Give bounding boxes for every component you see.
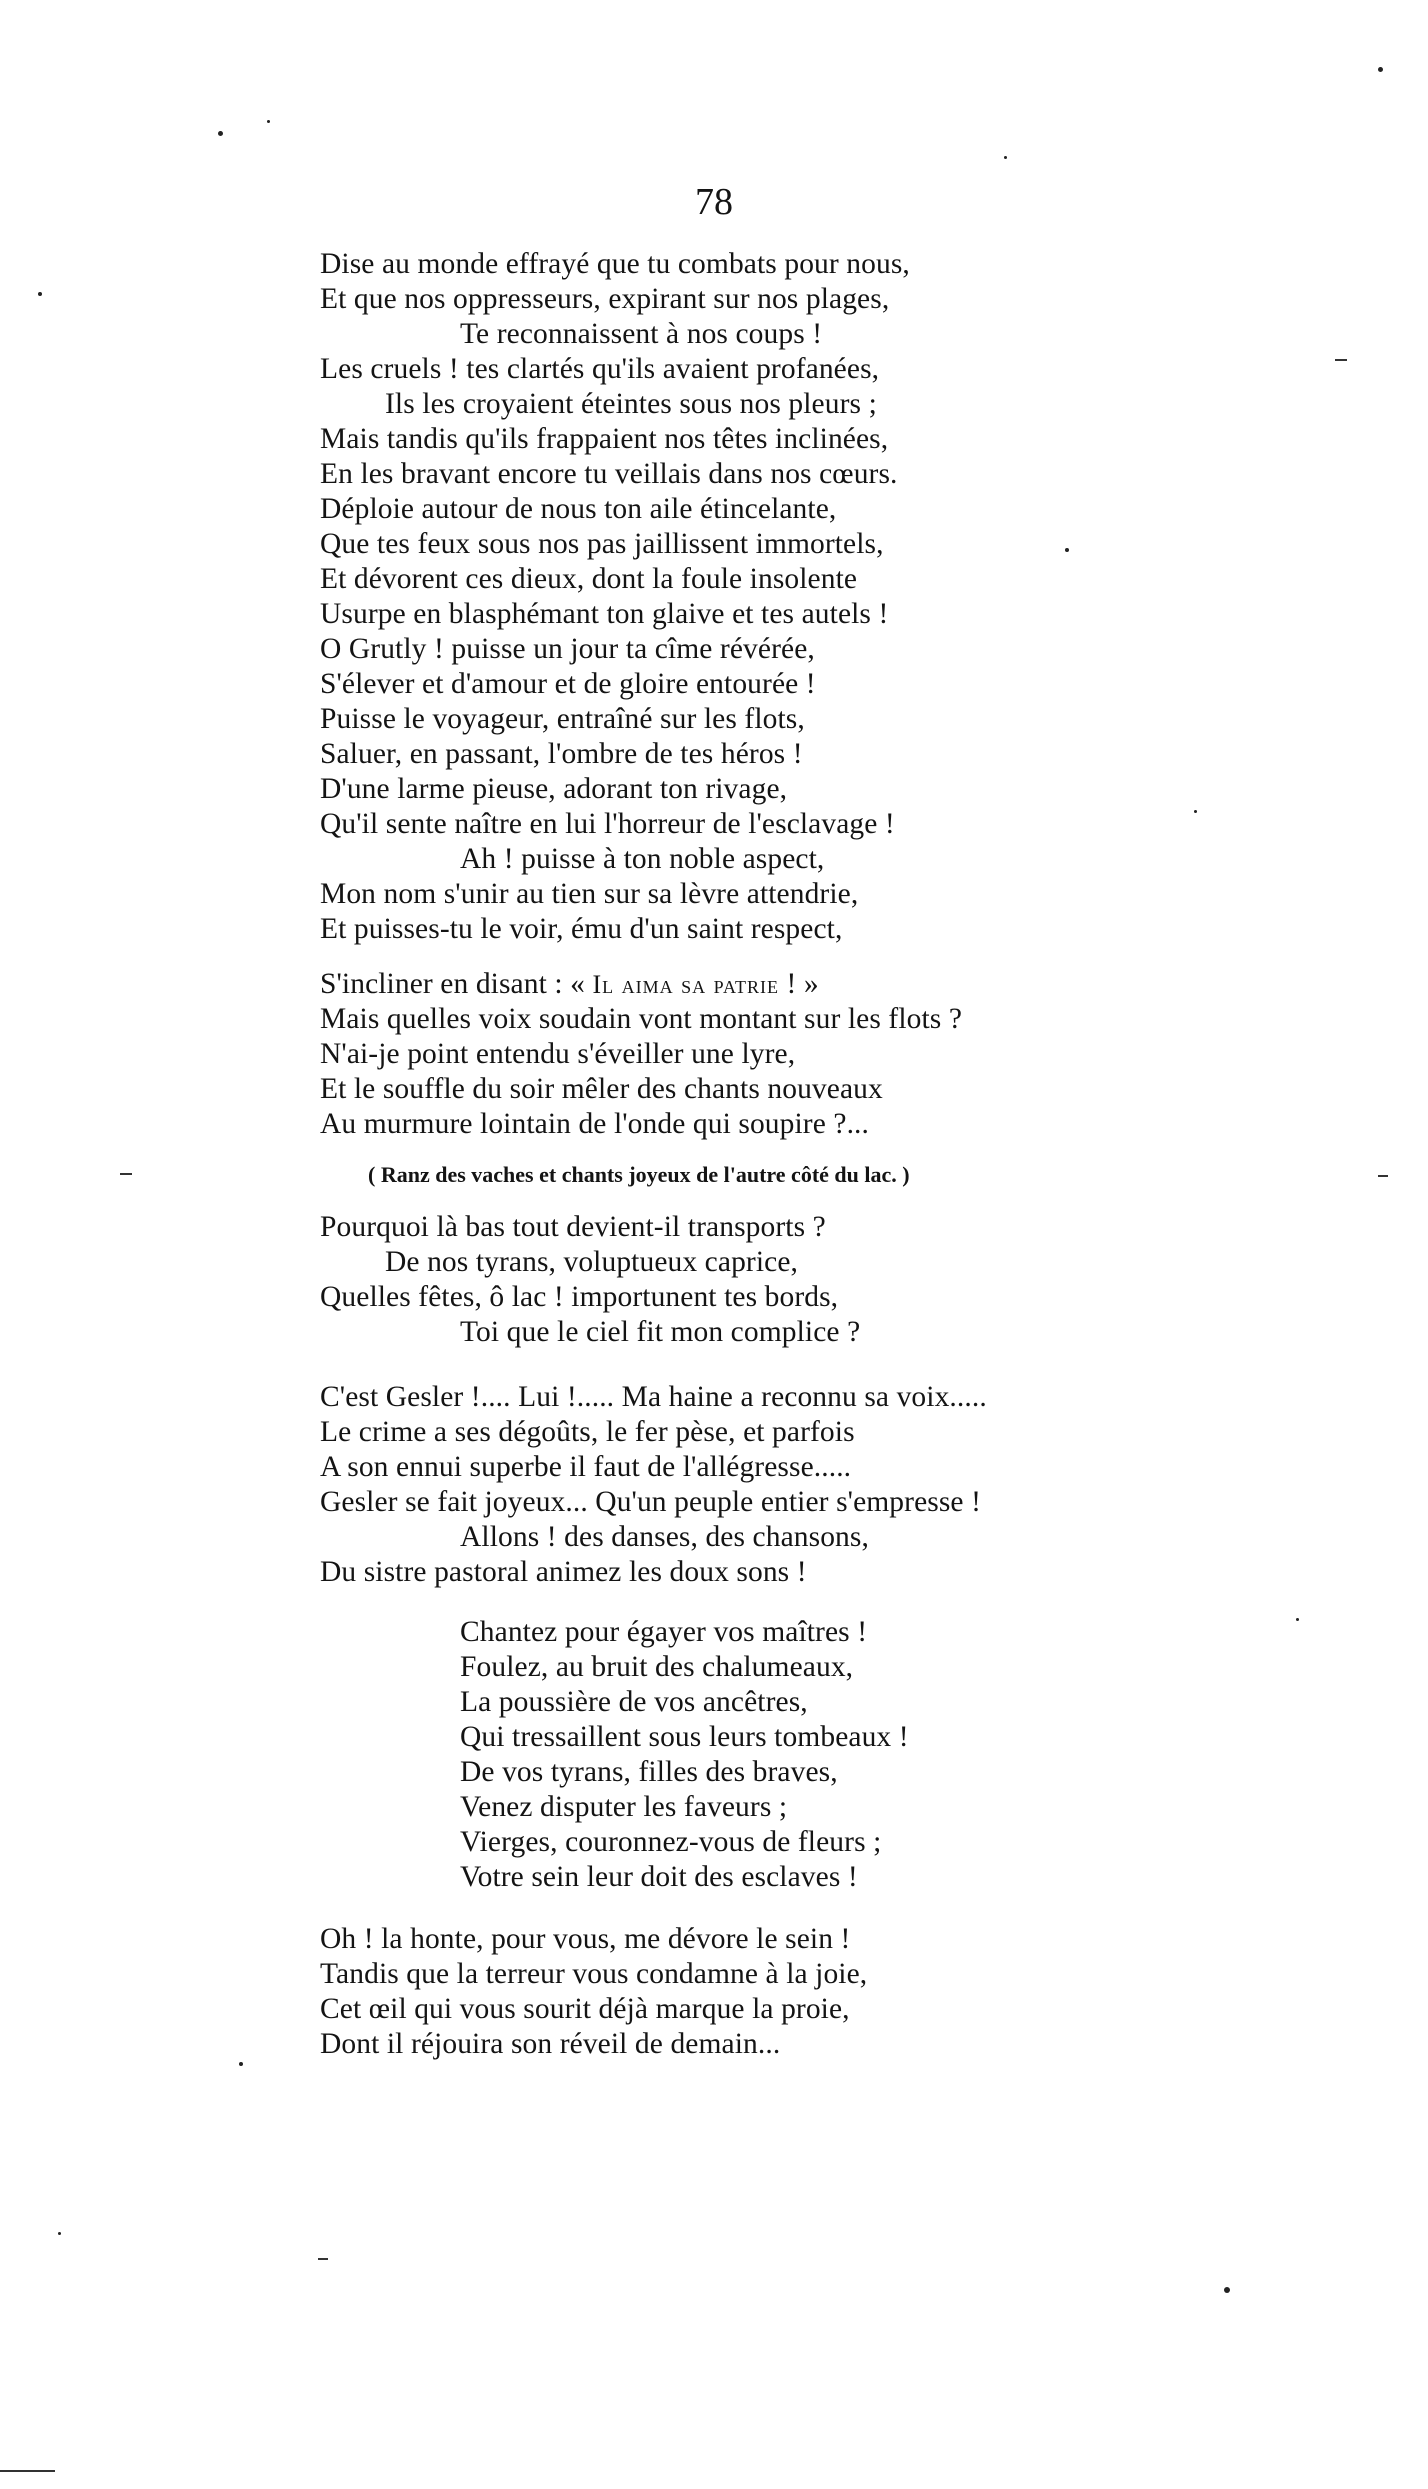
verse-line: Gesler se fait joyeux... Qu'un peuple entier s'empresse !	[320, 1486, 982, 1518]
scan-speck	[1296, 1618, 1299, 1621]
verse-line	[320, 967, 819, 1002]
verse-tail: ! »	[778, 968, 819, 1000]
verse-line: O Grutly ! puisse un jour ta cîme révérée,	[320, 633, 815, 665]
verse-line: Le crime a ses dégoûts, le fer pèse, et parfois	[320, 1416, 855, 1448]
scan-dash	[0, 2470, 55, 2472]
scan-speck	[267, 120, 270, 123]
scan-speck	[1378, 67, 1383, 72]
song-line: Votre sein leur doit des esclaves !	[460, 1861, 858, 1893]
scan-speck	[1224, 2287, 1230, 2293]
scan-speck	[1194, 810, 1197, 813]
verse-line: Et le souffle du soir mêler des chants nouveaux	[320, 1073, 883, 1105]
verse-line: De nos tyrans, voluptueux caprice,	[385, 1246, 799, 1278]
verse-line: Allons ! des danses, des chansons,	[460, 1521, 869, 1553]
verse-line: Pourquoi là bas tout devient-il transports ?	[320, 1211, 826, 1243]
verse-line: N'ai-je point entendu s'éveiller une lyre,	[320, 1038, 796, 1070]
scan-speck	[239, 2062, 243, 2066]
patrie-quote: Il aima sa patrie	[592, 970, 779, 999]
verse-line: Te reconnaissent à nos coups !	[460, 318, 823, 350]
scan-speck	[58, 2232, 61, 2235]
verse-line: Tandis que la terreur vous condamne à la joie,	[320, 1958, 868, 1990]
scan-dash	[120, 1173, 132, 1175]
scan-dash	[318, 2258, 328, 2260]
song-line: Venez disputer les faveurs ;	[460, 1791, 788, 1823]
scan-dash	[1378, 1175, 1388, 1177]
verse-line: A son ennui superbe il faut de l'allégresse.....	[320, 1451, 852, 1483]
verse-line: Cet œil qui vous sourit déjà marque la proie,	[320, 1993, 850, 2025]
verse-line: Mon nom s'unir au tien sur sa lèvre attendrie,	[320, 878, 859, 910]
song-line: Vierges, couronnez-vous de fleurs ;	[460, 1826, 882, 1858]
verse-line: Du sistre pastoral animez les doux sons !	[320, 1556, 807, 1588]
verse-line: Puisse le voyageur, entraîné sur les flots,	[320, 703, 805, 735]
song-line: La poussière de vos ancêtres,	[460, 1686, 808, 1718]
verse-line: Et dévorent ces dieux, dont la foule insolente	[320, 563, 858, 595]
scan-speck	[1065, 548, 1069, 552]
verse-line: Dont il réjouira son réveil de demain...	[320, 2028, 781, 2060]
verse-line: Oh ! la honte, pour vous, me dévore le sein !	[320, 1923, 851, 1955]
song-line: Qui tressaillent sous leurs tombeaux !	[460, 1721, 909, 1753]
song-line: Chantez pour égayer vos maîtres !	[460, 1616, 868, 1648]
verse-line: Ils les croyaient éteintes sous nos pleurs ;	[385, 388, 877, 420]
verse-line: En les bravant encore tu veillais dans nos cœurs.	[320, 458, 898, 490]
page-number: 78	[695, 181, 733, 223]
song-line: De vos tyrans, filles des braves,	[460, 1756, 838, 1788]
verse-line: Toi que le ciel fit mon complice ?	[460, 1316, 861, 1348]
verse-line: Usurpe en blasphémant ton glaive et tes autels !	[320, 598, 889, 630]
verse-line: S'élever et d'amour et de gloire entourée !	[320, 668, 816, 700]
scan-speck	[38, 292, 42, 296]
verse-line: Déploie autour de nous ton aile étincelante,	[320, 493, 837, 525]
verse-line: Qu'il sente naître en lui l'horreur de l'esclavage !	[320, 808, 895, 840]
verse-line: Dise au monde effrayé que tu combats pour nous,	[320, 248, 910, 280]
verse-line: Au murmure lointain de l'onde qui soupire ?...	[320, 1108, 869, 1140]
scan-dash	[1335, 359, 1347, 361]
stage-direction: ( Ranz des vaches et chants joyeux de l'autre côté du lac. )	[368, 1162, 910, 1187]
verse-line: Saluer, en passant, l'ombre de tes héros !	[320, 738, 803, 770]
verse-line: Les cruels ! tes clartés qu'ils avaient profanées,	[320, 353, 880, 385]
scan-speck	[218, 131, 223, 136]
verse-line: D'une larme pieuse, adorant ton rivage,	[320, 773, 788, 805]
verse-line: Mais tandis qu'ils frappaient nos têtes inclinées,	[320, 423, 889, 455]
song-line: Foulez, au bruit des chalumeaux,	[460, 1651, 854, 1683]
verse-line: Que tes feux sous nos pas jaillissent immortels,	[320, 528, 884, 560]
verse-line: Et que nos oppresseurs, expirant sur nos plages,	[320, 283, 890, 315]
verse-line: Ah ! puisse à ton noble aspect,	[460, 843, 825, 875]
verse-line: C'est Gesler !.... Lui !..... Ma haine a reconnu sa voix.....	[320, 1381, 987, 1413]
scan-speck	[1004, 156, 1007, 159]
verse-line: Quelles fêtes, ô lac ! importunent tes bords,	[320, 1281, 839, 1313]
verse-line: Et puisses-tu le voir, ému d'un saint respect,	[320, 913, 843, 945]
verse-lead: S'incliner en disant : «	[320, 968, 593, 1000]
verse-line: Mais quelles voix soudain vont montant sur les flots ?	[320, 1003, 963, 1035]
